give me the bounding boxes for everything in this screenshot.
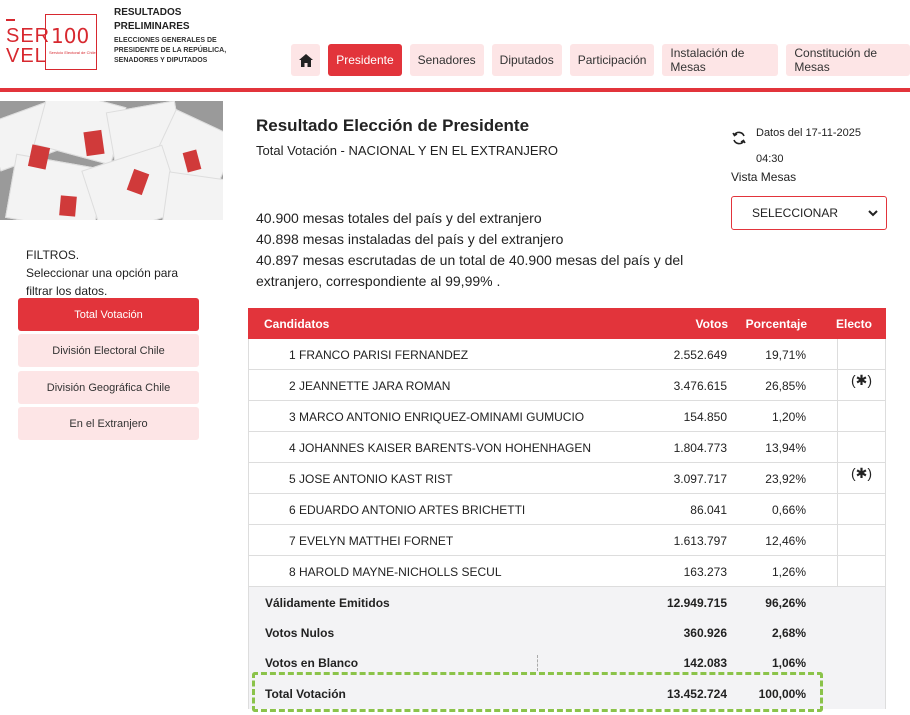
date-text [756, 120, 896, 172]
summary-row [249, 617, 885, 647]
dotted-guide [537, 655, 538, 671]
home-icon [299, 54, 313, 67]
logo-subtitle: Servicio Electoral de Chile [49, 50, 96, 55]
filters-title: FILTROS. [26, 248, 80, 262]
candidate-name: 1 FRANCO PARISI FERNANDEZ [289, 348, 469, 362]
tab-participacion[interactable]: Participación [570, 44, 655, 76]
filter-division-geografica[interactable]: División Geográfica Chile [18, 371, 199, 404]
table-row [249, 494, 885, 525]
header-candidatos: Candidatos [264, 317, 330, 331]
header-divider [0, 88, 910, 92]
summary-row [249, 587, 885, 617]
summary-pct: 1,06% [771, 656, 806, 670]
table-header [248, 308, 886, 339]
table-row [249, 339, 885, 370]
tab-constitucion-mesas[interactable]: Constitución de Mesas [786, 44, 910, 76]
candidate-votos: 3.097.717 [673, 472, 727, 486]
candidate-pct: 23,92% [765, 472, 806, 486]
candidate-name: 8 HAROLD MAYNE-NICHOLLS SECUL [289, 565, 502, 579]
refresh-icon[interactable] [731, 130, 747, 146]
column-divider [837, 370, 838, 401]
filter-total-votacion[interactable]: Total Votación [18, 298, 199, 331]
candidate-votos: 1.804.773 [673, 441, 727, 455]
ballot-photo [0, 101, 223, 220]
candidate-pct: 26,85% [765, 379, 806, 393]
summary-votos: 142.083 [683, 656, 727, 670]
candidate-pct: 19,71% [765, 348, 806, 362]
total-pct: 100,00% [758, 687, 806, 701]
main-nav [291, 44, 910, 76]
candidate-name: 2 JEANNETTE JARA ROMAN [289, 379, 451, 393]
summary-pct: 2,68% [771, 626, 806, 640]
candidate-pct: 0,66% [771, 503, 806, 517]
tab-diputados[interactable]: Diputados [492, 44, 562, 76]
vista-mesas-select[interactable] [731, 196, 887, 230]
summary-label: Válidamente Emitidos [265, 596, 390, 610]
filter-extranjero[interactable]: En el Extranjero [18, 407, 199, 440]
logo-dash [6, 19, 15, 21]
total-highlight-box [252, 672, 823, 712]
table-row [249, 525, 885, 556]
column-divider [837, 556, 838, 587]
candidate-votos: 3.476.615 [673, 379, 727, 393]
table-row [249, 556, 885, 587]
candidate-pct: 1,20% [771, 410, 806, 424]
filter-division-electoral[interactable]: División Electoral Chile [18, 334, 199, 367]
logo-ser-text: SER [6, 25, 51, 47]
candidate-name: 5 JOSE ANTONIO KAST RIST [289, 472, 453, 486]
candidate-votos: 86.041 [690, 503, 727, 517]
summary-votos: 360.926 [683, 626, 727, 640]
filters-description: Seleccionar una opción para filtrar los datos. [26, 266, 179, 298]
header-title-2: PRELIMINARES [114, 21, 190, 32]
summary-votos: 12.949.715 [666, 596, 727, 610]
results-table [248, 308, 886, 709]
total-votos: 13.452.724 [666, 687, 727, 701]
page-title: Resultado Elección de Presidente [256, 116, 530, 135]
column-divider [837, 339, 838, 370]
table-row [249, 432, 885, 463]
tab-presidente[interactable]: Presidente [328, 44, 401, 76]
candidate-pct: 12,46% [765, 534, 806, 548]
header-subtitle: ELECCIONES GENERALES DE PRESIDENTE DE LA REPÚBLICA, SENADORES Y DIPUTADOS [114, 37, 227, 64]
candidate-name: 6 EDUARDO ANTONIO ARTES BRICHETTI [289, 503, 526, 517]
servel-logo[interactable] [5, 8, 100, 68]
header-titles [114, 6, 229, 66]
table-row [249, 370, 885, 401]
logo-100-text: 100 [51, 24, 90, 48]
summary-label: Votos Nulos [265, 626, 335, 640]
column-divider [837, 494, 838, 525]
candidate-votos: 2.552.649 [673, 348, 727, 362]
mesas-info [256, 208, 706, 292]
candidate-name: 4 JOHANNES KAISER BARENTS-VON HOHENHAGEN [289, 441, 592, 455]
candidate-votos: 163.273 [683, 565, 727, 579]
mesas-escrutadas: 40.897 mesas escrutadas de un total de 40.900 mesas del país y del extranjero, correspondiente al 99,99% . [256, 252, 684, 289]
candidate-votos: 154.850 [683, 410, 727, 424]
candidate-electo: (✱) [851, 465, 873, 481]
select-value: SELECCIONAR [752, 206, 839, 220]
column-divider [837, 432, 838, 463]
candidate-name: 7 EVELYN MATTHEI FORNET [289, 534, 454, 548]
filters-text [26, 246, 196, 300]
candidate-name: 3 MARCO ANTONIO ENRIQUEZ-OMINAMI GUMUCIO [289, 410, 585, 424]
mesas-instaladas: 40.898 mesas instaladas del país y del extranjero [256, 231, 564, 247]
header-votos: Votos [695, 317, 728, 331]
date-line-1: Datos del 17-11-2025 [756, 127, 861, 139]
candidate-pct: 1,26% [771, 565, 806, 579]
header-porcentaje: Porcentaje [745, 317, 807, 331]
table-body [248, 339, 886, 587]
header-electo: Electo [836, 317, 873, 331]
logo-vel-text: VEL [6, 45, 47, 67]
column-divider [837, 525, 838, 556]
page-subtitle: Total Votación - NACIONAL Y EN EL EXTRANJERO [256, 143, 559, 158]
table-row [249, 463, 885, 494]
header [0, 0, 910, 88]
candidate-votos: 1.613.797 [673, 534, 727, 548]
table-row [249, 401, 885, 432]
summary-pct: 96,26% [765, 596, 806, 610]
candidate-pct: 13,94% [765, 441, 806, 455]
total-label: Total Votación [265, 687, 346, 701]
summary-label: Votos en Blanco [265, 656, 359, 670]
date-line-2: 04:30 [756, 153, 784, 165]
header-title-1: RESULTADOS [114, 7, 182, 18]
candidate-electo: (✱) [851, 372, 873, 388]
home-button[interactable] [291, 44, 320, 76]
tab-senadores[interactable]: Senadores [410, 44, 484, 76]
tab-instalacion-mesas[interactable]: Instalación de Mesas [662, 44, 778, 76]
mesas-totales: 40.900 mesas totales del país y del extranjero [256, 210, 542, 226]
column-divider [837, 401, 838, 432]
column-divider [837, 463, 838, 494]
chevron-down-icon [868, 208, 878, 218]
vista-mesas-label: Vista Mesas [731, 170, 797, 184]
